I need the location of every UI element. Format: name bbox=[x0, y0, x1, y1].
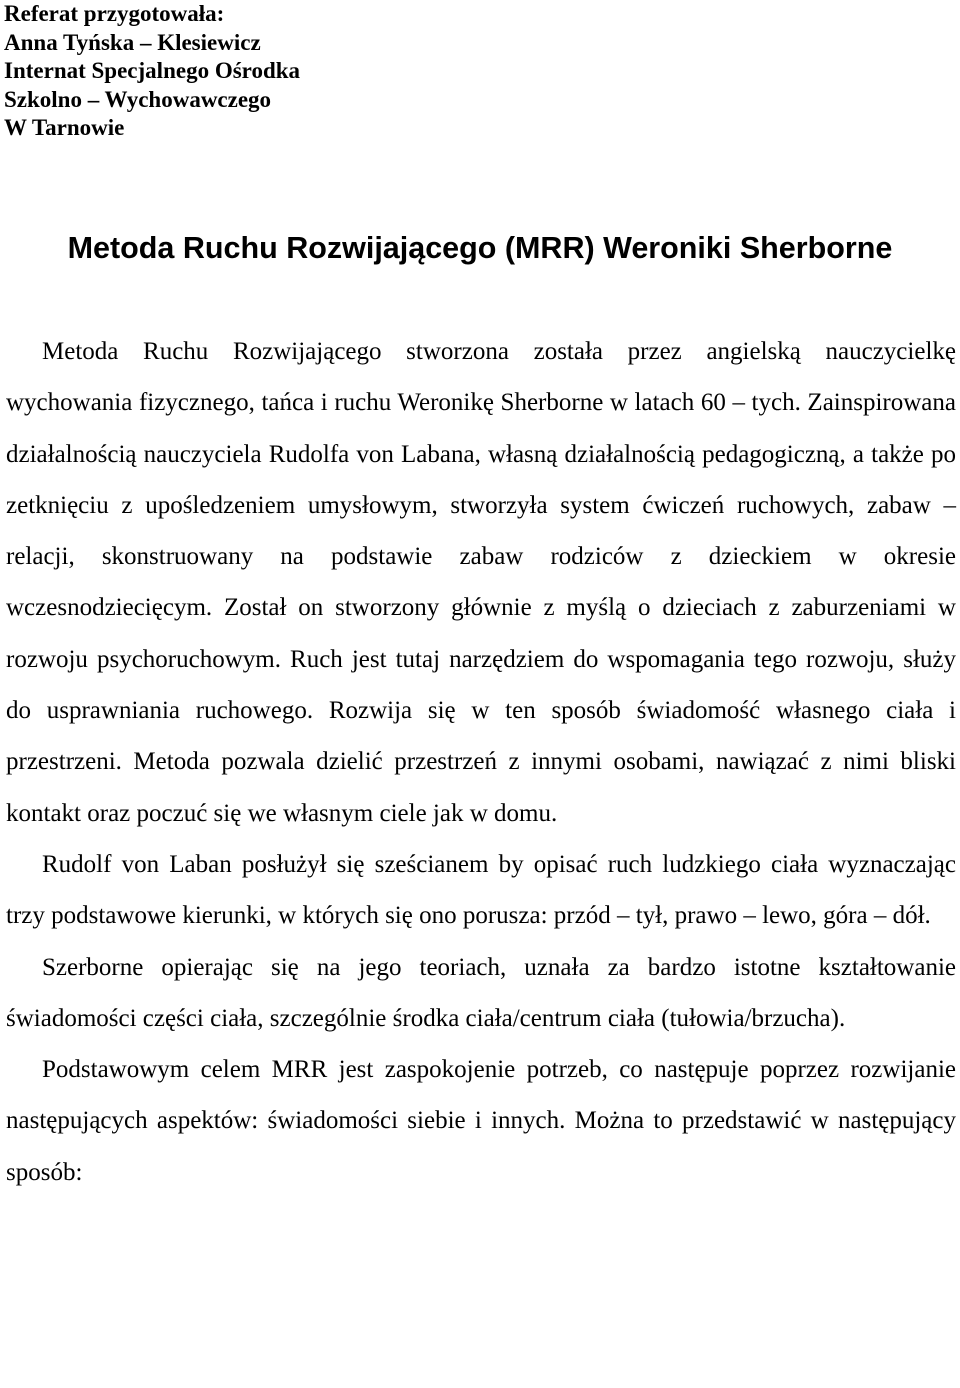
author-line: W Tarnowie bbox=[4, 115, 125, 141]
document-title: Metoda Ruchu Rozwijającego (MRR) Weroniki Sherborne bbox=[67, 231, 893, 265]
author-line: Szkolno – Wychowawczego bbox=[4, 86, 272, 112]
author-line: Anna Tyńska – Klesiewicz bbox=[4, 29, 261, 55]
paragraph: Rudolf von Laban posłużył się sześcianem by opisać ruch ludzkiego ciała wyznaczając trzy podstawowe kierunki, w których się ono porusza: przód – tył, prawo – lewo, góra – dół. bbox=[6, 850, 956, 930]
paragraph: Podstawowym celem MRR jest zaspokojenie potrzeb, co następuje poprzez rozwijanie następujących aspektów: świadomości siebie i innych. Można to przedstawić w następujący sposób: bbox=[6, 1056, 956, 1186]
author-line: Referat przygotowała: bbox=[4, 1, 225, 26]
paragraph: Szerborne opierając się na jego teoriach, uznała za bardzo istotne kształtowanie świadomości części ciała, szczególnie środka ciała/centrum ciała (tułowia/brzucha). bbox=[6, 953, 956, 1032]
author-block bbox=[4, 0, 300, 143]
paragraph: Metoda Ruchu Rozwijającego stworzona została przez angielską nauczycielkę wychowania fizycznego, tańca i ruchu Weronikę Sherborne w latach 60 – tych. Zainspirowana działalnością nauczyciela Rudolfa von Labana, własną działalnością pedagogiczną, a także po zetknięciu z upośledzeniem umysłowym, stworzyła system ćwiczeń ruchowych, zabaw – relacji, skonstruowany na podstawie zabaw rodziców z dzieckiem w okresie wczesnodziecięcym. Został on stworzony głównie z myślą o dzieciach z zaburzeniami w rozwoju psychoruchowym. Ruch jest tutaj narzędziem do wspomagania tego rozwoju, służy do usprawniania ruchowego. Rozwija się w ten sposób świadomość własnego ciała i przestrzeni. Metoda pozwala dzielić przestrzeń z innymi osobami, nawiązać z nimi bliski kontakt oraz poczuć się we własnym ciele jak w domu. bbox=[6, 338, 956, 827]
author-line: Internat Specjalnego Ośrodka bbox=[4, 58, 301, 84]
document-body bbox=[6, 326, 956, 1198]
